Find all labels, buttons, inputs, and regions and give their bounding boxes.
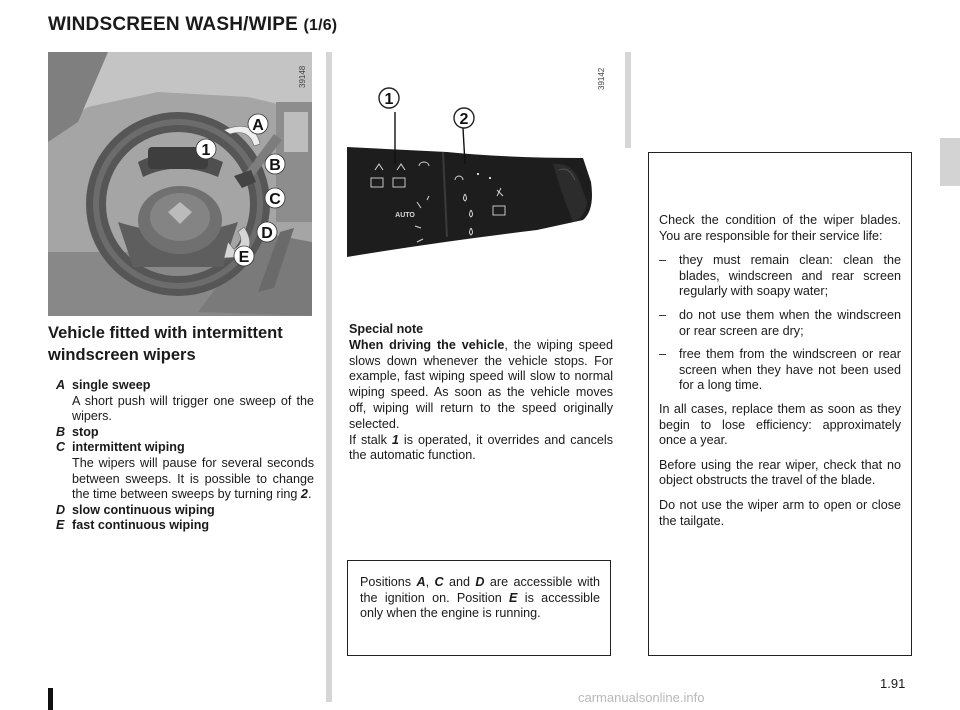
page-title-part: (1/6) xyxy=(303,17,338,34)
legend-label: intermittent wiping xyxy=(72,440,185,455)
stalk-callout-1-label: 1 xyxy=(384,91,394,108)
ignition-note-text: are accessible with the ignition on. Position xyxy=(360,575,601,605)
photo-callout-a-label: A xyxy=(252,117,264,134)
care-bullet xyxy=(659,347,901,394)
ring-reference: 2 xyxy=(300,487,308,502)
section-tab xyxy=(940,138,960,186)
stalk-reference: 1 xyxy=(391,432,399,447)
page-title xyxy=(48,14,337,36)
legend-label: fast continuous wiping xyxy=(72,518,210,533)
photo-callout-a xyxy=(248,114,268,134)
care-intro: Check the condition of the wiper blades. You are responsible for their service life: xyxy=(659,213,901,243)
photo-callout-1 xyxy=(196,139,216,159)
ignition-note-text: Positions xyxy=(360,575,412,589)
page-number: 1.91 xyxy=(880,676,906,691)
position-e-ref: E xyxy=(509,590,518,605)
wiper-position-legend xyxy=(56,378,314,534)
legend-description xyxy=(72,456,314,503)
ignition-note-text: , xyxy=(425,575,430,589)
photo-callout-d xyxy=(257,222,277,242)
legend-key: E xyxy=(56,518,65,533)
photo-callout-e-label: E xyxy=(238,249,250,266)
special-note-title: Special note xyxy=(349,322,424,336)
photo-callout-e xyxy=(234,246,254,266)
stalk-reference-number: 39142 xyxy=(597,67,606,90)
position-a-ref: A xyxy=(416,575,426,589)
stalk-override-note xyxy=(349,433,613,465)
care-rear-wiper: Before using the rear wiper, check that no object obstructs the travel of the blade. xyxy=(659,457,901,488)
legend-item xyxy=(56,378,314,425)
photo-callout-c-label: C xyxy=(269,191,281,208)
wiper-stalk-drawing xyxy=(347,52,610,316)
stalk-callout-2 xyxy=(454,108,474,128)
page-title-text: WINDSCREEN WASH/WIPE xyxy=(48,14,298,35)
steering-wheel-illustration xyxy=(48,52,312,316)
stalk-auto-marking: AUTO xyxy=(395,212,415,219)
stalk-callout-2-label: 2 xyxy=(459,111,469,128)
ignition-note-text: and xyxy=(449,575,471,589)
photo-callout-d-label: D xyxy=(261,225,273,242)
special-note-text: , the wiping speed slows down whenever the vehicle stops. For example, fast wiping speed will slow to normal wiping speed. As soon as the vehicle moves off, wiping will return to the speed originally selected. xyxy=(349,337,613,431)
legend-item xyxy=(56,425,314,441)
legend-label: single sweep xyxy=(72,378,151,392)
position-c-ref: C xyxy=(434,575,444,589)
wiper-stalk-illustration xyxy=(347,52,610,316)
care-bullet-text: do not use them when the windscreen or rear screen are dry; xyxy=(679,307,901,338)
special-note-lead: When driving the vehicle xyxy=(349,337,505,352)
wiper-blade-care-box xyxy=(648,152,912,656)
legend-key: B xyxy=(56,424,66,439)
position-d-ref: D xyxy=(475,575,485,589)
legend-description: A short push will trigger one sweep of the wipers. xyxy=(72,393,314,424)
legend-item xyxy=(56,518,314,534)
care-bullet-text: they must remain clean: clean the blades, windscreen and rear screen regularly with soapy water; xyxy=(679,253,901,299)
stalk-callout-1 xyxy=(379,88,399,108)
column-divider-left xyxy=(326,52,332,702)
care-tailgate: Do not use the wiper arm to open or close the tailgate. xyxy=(659,497,901,528)
steering-wheel-photo xyxy=(48,52,312,316)
column-divider-right xyxy=(625,52,631,148)
legend-key: A xyxy=(56,378,66,392)
photo-callout-1-label: 1 xyxy=(201,142,211,159)
legend-key: D xyxy=(56,502,66,517)
legend-key: C xyxy=(56,440,66,455)
watermark: carmanualsonline.info xyxy=(578,690,705,705)
care-bullet-text: free them from the windscreen or rear screen when they have not been used for a long time. xyxy=(679,347,901,393)
photo-callout-c xyxy=(265,188,285,208)
care-bullet xyxy=(659,253,901,300)
ignition-note-box xyxy=(347,560,611,656)
bullet-dash: – xyxy=(659,347,667,362)
bullet-dash: – xyxy=(659,253,667,268)
stalk-note-post: is operated, it overrides and cancels the automatic function. xyxy=(349,432,613,463)
legend-label: stop xyxy=(72,424,99,439)
special-note xyxy=(349,322,613,464)
legend-label: slow continuous wiping xyxy=(72,502,215,517)
legend-item xyxy=(56,440,314,502)
legend-description-end: . xyxy=(307,487,312,502)
legend-item xyxy=(56,503,314,519)
footer-marker xyxy=(48,688,53,710)
legend-description-text: The wipers will pause for several seconds between sweeps. It is possible to change the time between sweeps by turning ring xyxy=(72,455,314,502)
stalk-note-pre: If stalk xyxy=(349,432,387,447)
care-bullet xyxy=(659,308,901,339)
ignition-note-text: is accessible only when the engine is running. xyxy=(360,590,600,621)
bullet-dash: – xyxy=(659,307,667,322)
photo-callout-b-label: B xyxy=(269,157,281,174)
special-note-body xyxy=(349,338,613,433)
section-heading: Vehicle fitted with intermittent windscreen wipers xyxy=(48,324,283,364)
photo-reference-number: 39148 xyxy=(298,65,307,88)
care-replacement: In all cases, replace them as soon as they begin to lose efficiency: approximately once a year. xyxy=(659,401,901,448)
photo-callout-b xyxy=(265,154,285,174)
